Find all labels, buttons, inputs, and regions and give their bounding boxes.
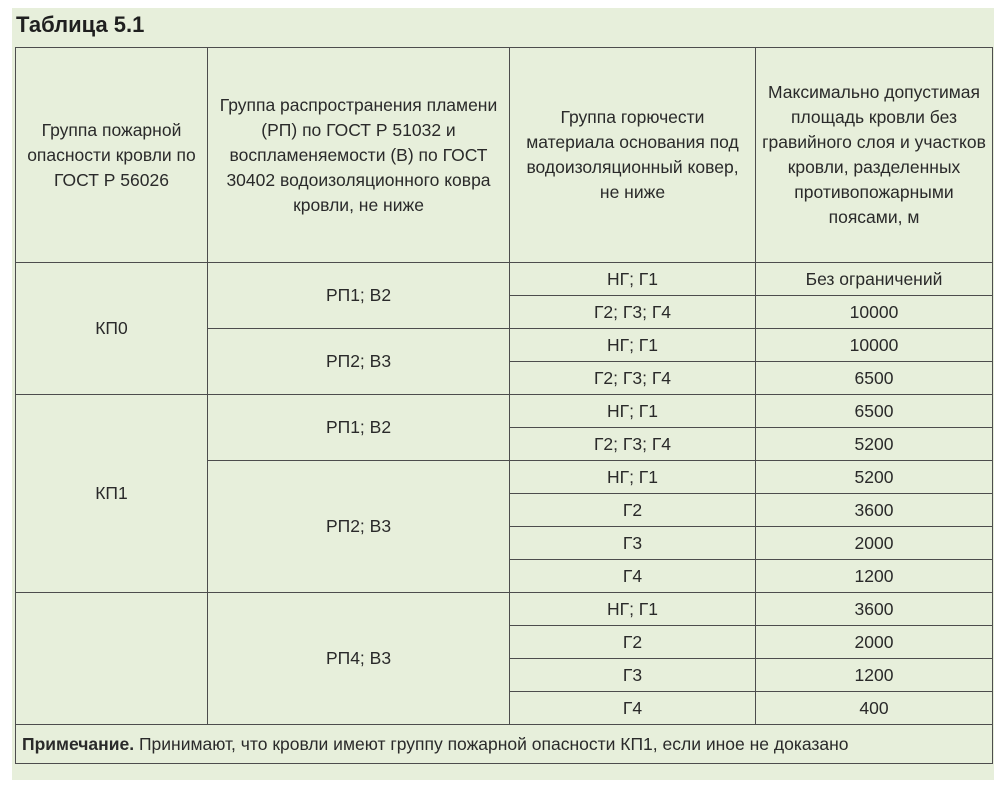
group-cell-kp1: КП1	[16, 395, 208, 593]
note-label: Примечание.	[22, 733, 135, 754]
area-cell: 2000	[756, 527, 993, 560]
material-cell: Г4	[510, 560, 756, 593]
area-cell: 10000	[756, 296, 993, 329]
material-cell: Г2	[510, 626, 756, 659]
material-cell: Г2	[510, 494, 756, 527]
group-cell-kp0: КП0	[16, 263, 208, 395]
header-max-area: Максимально допустимая площадь кровли без гравийного слоя и участков кровли, разделенных противопожарными поясами, м	[756, 48, 993, 263]
material-cell: Г2; Г3; Г4	[510, 296, 756, 329]
fire-hazard-table	[15, 47, 993, 764]
material-cell: НГ; Г1	[510, 593, 756, 626]
note-cell	[16, 725, 993, 764]
material-cell: Г3	[510, 527, 756, 560]
note-text: Принимают, что кровли имеют группу пожарной опасности КП1, если иное не доказано	[134, 733, 849, 754]
header-row	[16, 48, 993, 263]
area-cell: 2000	[756, 626, 993, 659]
table-title: Таблица 5.1	[16, 12, 145, 37]
material-cell: НГ; Г1	[510, 461, 756, 494]
material-cell: Г2; Г3; Г4	[510, 428, 756, 461]
table-row	[16, 593, 993, 626]
area-cell: 400	[756, 692, 993, 725]
area-cell: Без ограничений	[756, 263, 993, 296]
material-cell: Г4	[510, 692, 756, 725]
header-fire-group: Группа пожарной опасности кровли по ГОСТ Р 56026	[16, 48, 208, 263]
area-cell: 3600	[756, 593, 993, 626]
table-row	[16, 395, 993, 428]
area-cell: 1200	[756, 659, 993, 692]
area-cell: 6500	[756, 362, 993, 395]
area-cell: 3600	[756, 494, 993, 527]
rp-cell: РП2; В3	[208, 461, 510, 593]
material-cell: НГ; Г1	[510, 329, 756, 362]
note-row	[16, 725, 993, 764]
material-cell: НГ; Г1	[510, 263, 756, 296]
area-cell: 1200	[756, 560, 993, 593]
table-panel	[12, 8, 994, 780]
rp-cell: РП4; В3	[208, 593, 510, 725]
material-cell: Г2; Г3; Г4	[510, 362, 756, 395]
material-cell: НГ; Г1	[510, 395, 756, 428]
rp-cell: РП2; В3	[208, 329, 510, 395]
material-cell: Г3	[510, 659, 756, 692]
area-cell: 6500	[756, 395, 993, 428]
area-cell: 5200	[756, 428, 993, 461]
group-cell-empty	[16, 593, 208, 725]
rp-cell: РП1; В2	[208, 263, 510, 329]
area-cell: 10000	[756, 329, 993, 362]
table-row	[16, 263, 993, 296]
area-cell: 5200	[756, 461, 993, 494]
header-flame-spread: Группа распространения пламени (РП) по ГОСТ Р 51032 и воспламеняемости (В) по ГОСТ 30402 водоизоляционного ковра кровли, не ниже	[208, 48, 510, 263]
rp-cell: РП1; В2	[208, 395, 510, 461]
header-combustibility: Группа горючести материала основания под водоизоляционный ковер, не ниже	[510, 48, 756, 263]
